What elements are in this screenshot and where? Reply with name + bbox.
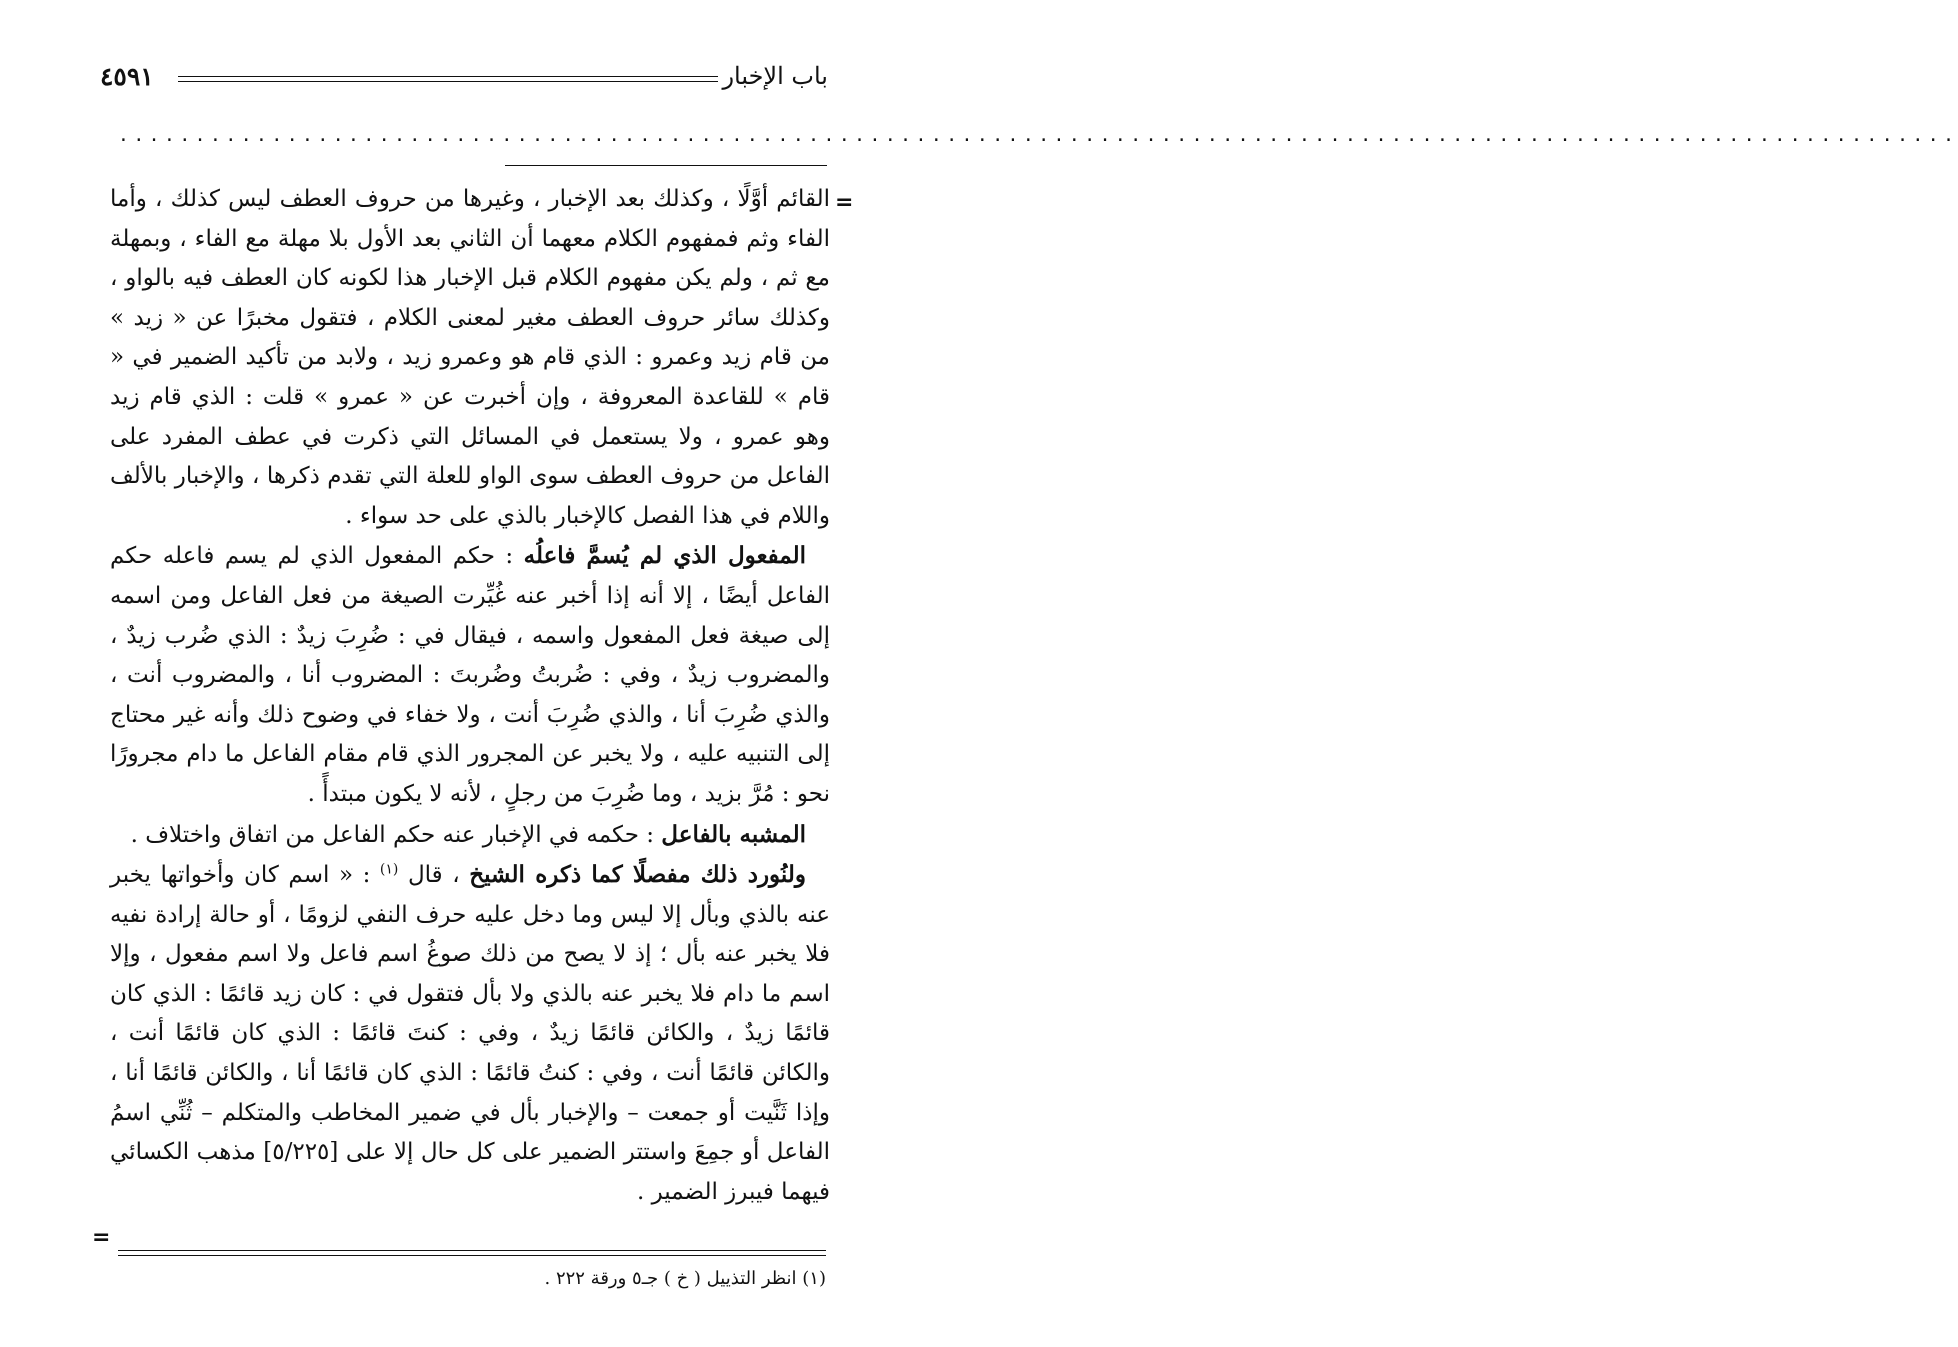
section-heading: ولنُورد ذلك مفصلًا كما ذكره الشيخ [469, 861, 806, 889]
footnote-reference: (١) [379, 861, 399, 878]
paragraph [110, 180, 830, 536]
paragraph [110, 855, 830, 1212]
paragraph-text: : « اسم كان وأخواتها يخبر عنه بالذي وبأل إلا ليس وما دخل عليه حرف النفي لزومًا ، أو حالة إرادة نفيه فلا يخبر عنه بأل ؛ إذ لا يصح من ذلك صوغُ اسم فاعل ولا اسم مفعول ، وإلا اسم ما دام فلا يخبر عنه بالذي ولا بأل فتقول في : كان زيد قائمًا : الذي كان قائمًا زيدٌ ، والكائن قائمًا زيدٌ ، وفي : كنتَ قائمًا : الذي كان قائمًا أنت ، والكائن قائمًا أنت ، وفي : كنتُ قائمًا : الذي كان قائمًا أنا ، والكائن قائمًا أنا ، وإذا ثَنَّيت أو جمعت – والإخبار بأل في ضمير المخاطب والمتكلم – ثُنِّي اسمُ الفاعل أو جمِعَ واستتر الضمير على كل حال إلا على [٥/٢٢٥] مذهب الكسائي فيهما فيبرز الضمير . [110, 862, 830, 1205]
page-header [100, 60, 828, 100]
paragraph [110, 815, 830, 856]
footnote-rule [118, 1250, 826, 1256]
body-text [110, 180, 830, 1212]
paragraph-text: : حكمه في الإخبار عنه حكم الفاعل من اتفاق واختلاف . [130, 821, 662, 848]
section-heading: المفعول الذي لم يُسمَّ فاعلُه [523, 542, 806, 570]
dotted-separator: ........................................................................................................................ [118, 125, 1958, 146]
chapter-title: باب الإخبار [722, 62, 828, 90]
page-number: ٤٥٩١ [100, 62, 154, 91]
footnote: (١) انظر التذييل ( خ ) جـ٥ ورقة ٢٢٢ . [544, 1268, 826, 1289]
header-rule [178, 76, 718, 82]
continuation-mark-top: = [835, 190, 854, 215]
paragraph-text: ، قال [398, 862, 470, 889]
paragraph-text: القائم أوَّلًا ، وكذلك بعد الإخبار ، وغيرها من حروف العطف ليس كذلك ، وأما الفاء وثم فمفهوم الكلام معهما أن الثاني بعد الأول بلا مهلة مع الفاء ، وبمهلة مع ثم ، ولم يكن مفهوم الكلام قبل الإخبار هذا لكونه كان العطف فيه بالواو ، وكذلك سائر حروف العطف مغير لمعنى الكلام ، فتقول مخبرًا عن « زيد » من قام زيد وعمرو : الذي قام هو وعمرو زيد ، ولابد من تأكيد الضمير في « قام » للقاعدة المعروفة ، وإن أخبرت عن « عمرو » قلت : الذي قام زيد وهو عمرو ، ولا يستعمل في المسائل التي ذكرت في عطف المفرد على الفاعل من حروف العطف سوى الواو للعلة التي تقدم ذكرها ، والإخبار بالألف واللام في هذا الفصل كالإخبار بالذي على حد سواء . [110, 186, 830, 529]
continuation-rule [505, 165, 827, 166]
paragraph-text: : حكم المفعول الذي لم يسم فاعله حكم الفاعل أيضًا ، إلا أنه إذا أخبر عنه غُيِّرت الصيغة من فعل الفاعل ومن اسمه إلى صيغة فعل المفعول واسمه ، فيقال في : ضُرِبَ زيدٌ : الذي ضُرب زيدٌ ، والمضروب زيدٌ ، وفي : ضُربتُ وضُربتَ : المضروب أنا ، والمضروب أنت ، والذي ضُرِبَ أنا ، والذي ضُرِبَ أنت ، ولا خفاء في وضوح ذلك وأنه غير محتاج إلى التنبيه عليه ، ولا يخبر عن المجرور الذي قام مقام الفاعل ما دام مجرورًا نحو : مُرَّ بزيد ، وما ضُرِبَ من رجلٍ ، لأنه لا يكون مبتدأً . [110, 543, 830, 807]
continuation-mark-bottom: = [92, 1225, 111, 1250]
paragraph [110, 536, 830, 814]
section-heading: المشبه بالفاعل [661, 820, 806, 848]
